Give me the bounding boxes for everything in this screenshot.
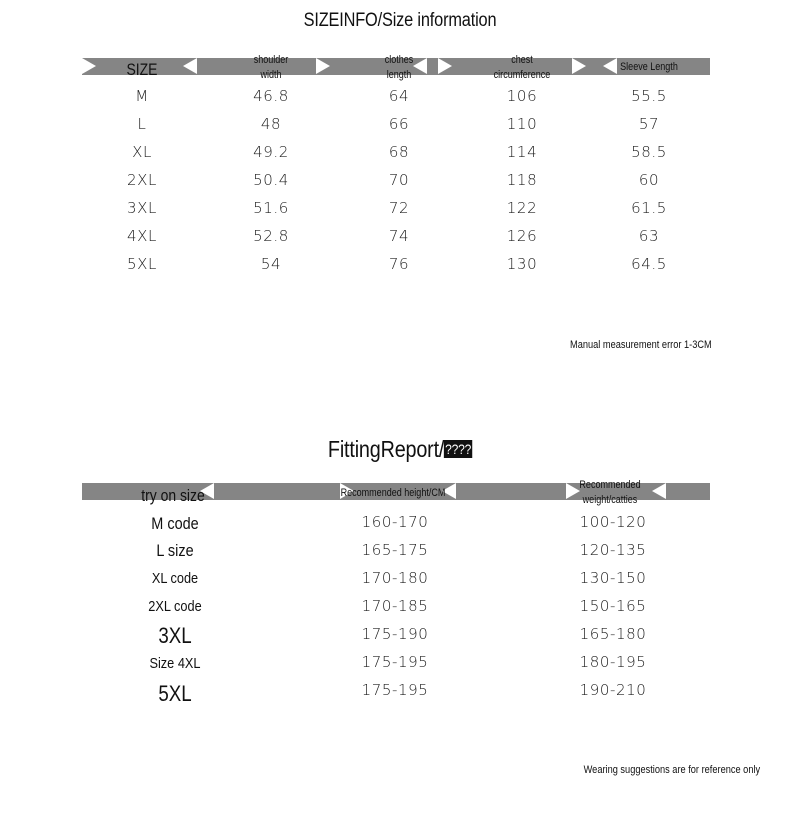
value-cell: 106 [506, 87, 538, 105]
wearing-note: Wearing suggestions are for reference only [583, 764, 760, 776]
value-cell: 54 [260, 255, 282, 273]
header-recommended-height [319, 486, 467, 501]
value-cell: 68 [388, 143, 410, 161]
fitting-report-title [56, 436, 744, 463]
try-on-size-cell: M code [151, 514, 199, 533]
value-cell: 64.5 [631, 255, 667, 273]
value-cell: 70 [388, 171, 410, 189]
size-cell: M [135, 87, 149, 105]
header-line: width [260, 69, 282, 81]
height-cell: 175-195 [361, 653, 429, 671]
header-line: Sleeve Length [620, 61, 678, 73]
weight-cell: 165-180 [579, 625, 647, 643]
header-clothes-length [342, 53, 457, 83]
weight-cell: 190-210 [579, 681, 647, 699]
weight-cell: 150-165 [579, 597, 647, 615]
value-cell: 122 [506, 199, 538, 217]
value-cell: 66 [388, 115, 410, 133]
header-line: clothes [384, 54, 414, 66]
value-cell: 48 [260, 115, 282, 133]
value-cell: 126 [506, 227, 538, 245]
value-cell: 46.8 [253, 87, 289, 105]
value-cell: 51.6 [253, 199, 289, 217]
weight-cell: 130-150 [579, 569, 647, 587]
header-line: circumference [493, 69, 551, 81]
height-cell: 170-185 [361, 597, 429, 615]
value-cell: 114 [506, 143, 538, 161]
header-recommended-weight [536, 478, 684, 508]
value-cell: 110 [506, 115, 538, 133]
size-cell: L [137, 115, 147, 133]
header-line: SIZE [126, 60, 158, 79]
try-on-size-cell: XL code [151, 570, 199, 587]
height-cell: 175-190 [361, 625, 429, 643]
value-cell: 76 [388, 255, 410, 273]
value-cell: 49.2 [253, 143, 289, 161]
weight-cell: 100-120 [579, 513, 647, 531]
try-on-size-cell: 5XL [158, 681, 192, 706]
header-shoulder-width [214, 53, 329, 83]
size-cell: 4XL [127, 227, 157, 245]
height-cell: 165-175 [361, 541, 429, 559]
value-cell: 58.5 [631, 143, 667, 161]
header-line: Recommended [579, 479, 641, 491]
try-on-size-cell: 3XL [158, 623, 192, 648]
value-cell: 63 [638, 227, 660, 245]
weight-cell: 180-195 [579, 653, 647, 671]
value-cell: 74 [388, 227, 410, 245]
value-cell: 64 [388, 87, 410, 105]
header-chest-circumference [465, 53, 580, 83]
header-line: try on size [141, 486, 205, 505]
header-line: chest [511, 54, 533, 66]
size-info-title: SIZEINFO/Size information [303, 10, 497, 31]
value-cell: 57 [638, 115, 660, 133]
try-on-size-cell: 2XL code [148, 598, 202, 615]
header-line: length [386, 69, 412, 81]
size-cell: 5XL [127, 255, 157, 273]
size-cell: XL [132, 143, 152, 161]
fitting-report-title-censored: ???? [445, 441, 472, 457]
value-cell: 52.8 [253, 227, 289, 245]
header-line: shoulder [253, 54, 289, 66]
size-cell: 3XL [127, 199, 157, 217]
value-cell: 50.4 [253, 171, 289, 189]
header-line: Recommended height/CM [340, 487, 446, 499]
weight-cell: 120-135 [579, 541, 647, 559]
height-cell: 170-180 [361, 569, 429, 587]
value-cell: 60 [638, 171, 660, 189]
height-cell: 175-195 [361, 681, 429, 699]
try-on-size-cell: L size [156, 541, 194, 560]
size-cell: 2XL [127, 171, 157, 189]
value-cell: 61.5 [631, 199, 667, 217]
value-cell: 118 [506, 171, 538, 189]
header-sleeve-length [592, 60, 707, 75]
try-on-size-cell: Size 4XL [149, 655, 201, 672]
value-cell: 130 [506, 255, 538, 273]
header-line: weight/catties [582, 494, 638, 506]
header-try-on-size [99, 486, 247, 506]
fitting-report-title-text: FittingReport/ [327, 436, 445, 462]
value-cell: 55.5 [631, 87, 667, 105]
measurement-note: Manual measurement error 1-3CM [570, 339, 712, 351]
value-cell: 72 [388, 199, 410, 217]
height-cell: 160-170 [361, 513, 429, 531]
header-size [85, 60, 200, 80]
